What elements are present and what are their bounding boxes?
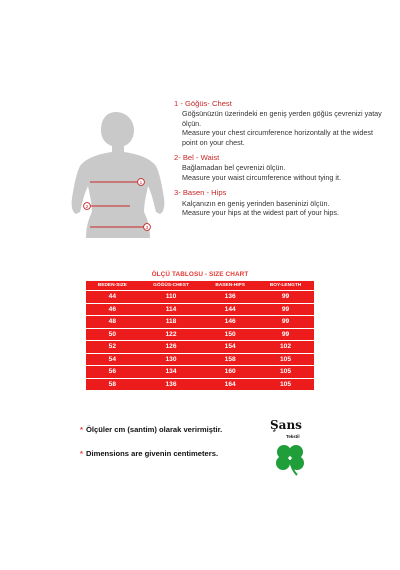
header-chest: GÖĞÜS-CHEST bbox=[139, 281, 204, 291]
marker-3-label: 3 bbox=[145, 225, 149, 231]
cell-size: 56 bbox=[86, 366, 139, 379]
chest-text-tr: Göğsünüzün üzerindeki en geniş yerden göğüs çevrenizi yatay ölçün. bbox=[182, 109, 382, 128]
note-english bbox=[80, 449, 218, 458]
size-chart-header-row bbox=[86, 281, 314, 291]
cell-chest: 118 bbox=[139, 316, 204, 329]
logo-subtitle: Tekstil bbox=[286, 434, 300, 439]
hips-heading: 3- Basen - Hips bbox=[174, 188, 227, 198]
note-turkish-text: Ölçüler cm (santim) olarak verirmiştir. bbox=[85, 425, 223, 434]
cell-chest: 134 bbox=[139, 366, 204, 379]
cell-length: 99 bbox=[257, 316, 314, 329]
cell-length: 99 bbox=[257, 328, 314, 341]
cell-length: 102 bbox=[257, 341, 314, 354]
cell-chest: 126 bbox=[139, 341, 204, 354]
cell-hips: 154 bbox=[203, 341, 257, 354]
cell-length: 105 bbox=[257, 366, 314, 379]
waist-text-tr: Bağlamadan bel çevrenizi ölçün. bbox=[182, 163, 286, 173]
note-star: * bbox=[80, 449, 83, 458]
cell-length: 105 bbox=[257, 353, 314, 366]
brand-logo bbox=[266, 418, 314, 476]
marker-1-label: 1 bbox=[139, 180, 143, 186]
cell-hips: 146 bbox=[203, 316, 257, 329]
table-row bbox=[86, 316, 314, 329]
size-chart-title: ÖLÇÜ TABLOSU - SIZE CHART bbox=[151, 271, 249, 278]
cell-length: 99 bbox=[257, 291, 314, 304]
table-row bbox=[86, 353, 314, 366]
cell-size: 48 bbox=[86, 316, 139, 329]
table-row bbox=[86, 366, 314, 379]
marker-3 bbox=[144, 224, 151, 231]
cell-hips: 144 bbox=[203, 303, 257, 316]
cell-hips: 136 bbox=[203, 291, 257, 304]
table-row bbox=[86, 291, 314, 304]
header-length: BOY-LENGTH bbox=[257, 281, 314, 291]
logo-wordmark: Şans bbox=[270, 418, 302, 432]
waist-heading: 2- Bel - Waist bbox=[174, 153, 220, 163]
table-row bbox=[86, 303, 314, 316]
silhouette-shape bbox=[72, 112, 165, 238]
marker-2-label: 2 bbox=[85, 204, 89, 210]
cell-chest: 114 bbox=[139, 303, 204, 316]
cell-chest: 130 bbox=[139, 353, 204, 366]
waist-text-en: Measure your waist circumference without tying it. bbox=[182, 172, 341, 182]
hips-text-tr: Kalçanızın en geniş yerinden baseninizi ölçün. bbox=[182, 198, 330, 208]
table-row bbox=[86, 328, 314, 341]
cell-size: 54 bbox=[86, 353, 139, 366]
waist-section bbox=[174, 153, 390, 182]
cell-hips: 158 bbox=[203, 353, 257, 366]
note-turkish bbox=[80, 425, 222, 434]
note-star: * bbox=[80, 425, 83, 434]
cell-chest: 122 bbox=[139, 328, 204, 341]
cell-chest: 136 bbox=[165, 380, 177, 388]
marker-2 bbox=[84, 203, 91, 210]
hips-text-en: Measure your hips at the widest part of your hips. bbox=[182, 208, 340, 218]
cell-size: 44 bbox=[86, 291, 139, 304]
measurement-instructions bbox=[174, 99, 390, 223]
cell-size: 52 bbox=[86, 341, 139, 354]
size-chart-table bbox=[86, 281, 314, 390]
marker-1 bbox=[138, 179, 145, 186]
body-silhouette bbox=[68, 108, 168, 238]
clover-icon bbox=[272, 442, 308, 476]
cell-size: 46 bbox=[86, 303, 139, 316]
note-english-text: Dimensions are givenin centimeters. bbox=[85, 449, 219, 458]
cell-hips: 164 bbox=[224, 380, 236, 388]
chest-text-en: Measure your chest circumference horizontally at the widest point on your chest. bbox=[182, 128, 373, 147]
chest-heading: 1 - Göğüs- Chest bbox=[174, 99, 232, 108]
header-size: BEDEN-SIZE bbox=[86, 281, 139, 291]
table-row bbox=[86, 341, 314, 354]
hips-section bbox=[174, 188, 390, 217]
table-row bbox=[86, 378, 314, 390]
cell-hips: 160 bbox=[203, 366, 257, 379]
chest-section bbox=[174, 99, 390, 147]
cell-hips: 150 bbox=[203, 328, 257, 341]
cell-size: 58 bbox=[108, 380, 116, 388]
cell-size: 50 bbox=[86, 328, 139, 341]
cell-chest: 110 bbox=[139, 291, 204, 304]
header-hips: BASEN-HIPS bbox=[203, 281, 257, 291]
cell-length: 105 bbox=[279, 380, 291, 388]
cell-length: 99 bbox=[257, 303, 314, 316]
